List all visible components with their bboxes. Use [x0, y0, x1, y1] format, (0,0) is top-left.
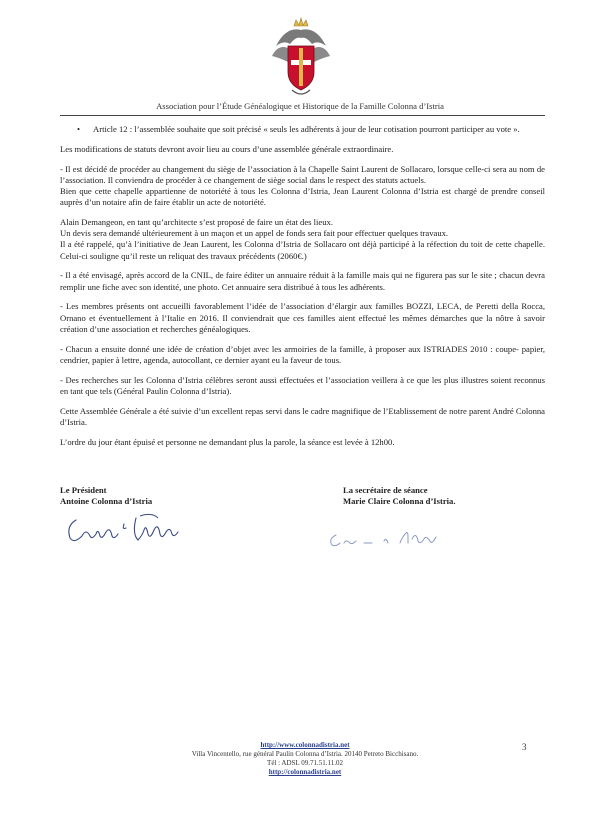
footer-website-link-2[interactable]: http://colonnadistria.net — [268, 768, 342, 776]
footer-phone: Tél : ADSL 09.71.51.11.02 — [267, 759, 343, 767]
paragraph-siege-1: - Il est décidé de procéder au changement du siège de l’association à la Chapelle Saint Laurent de Sollacaro, lorsque celle-ci sera au nom de l’association. Il conviendra de procéder à ce changement de siège social dans le respect des statuts actuels. — [60, 163, 545, 185]
paragraph-travaux-1: Alain Demangeon, en tant qu’architecte s’est proposé de faire un état des lieux. — [60, 217, 333, 227]
bullet-marker: • — [77, 124, 81, 134]
footer — [140, 741, 470, 777]
secretary-name: Marie Claire Colonna d’Istria. — [343, 496, 456, 506]
footer-website-link[interactable]: http://www.colonnadistria.net — [260, 741, 350, 749]
paragraph-travaux-2: Un devis sera demandé ultérieurement à un maçon et un appel de fonds sera fait pour effectuer quelques travaux. — [60, 228, 449, 239]
president-name: Antoine Colonna d’Istria — [60, 496, 153, 506]
paragraph-recherches: - Des recherches sur les Colonna d’Istria célèbres seront aussi effectuées et l’association veillera à ce que les plus illustres soient reconnus en tant que tels (Général Paulin Colonna d’Istria). — [60, 374, 545, 396]
paragraph-siege-2: Bien que cette chapelle appartienne de notoriété à tous les Colonna d’Istria, Jean Laurent Colonna d’Istria est chargé de prendre conseil auprès d’un notaire afin de faire établir un acte de notoriété. — [60, 186, 545, 208]
president-title: Le Président — [60, 485, 107, 495]
secretary-title: La secrétaire de séance — [343, 485, 428, 495]
secretary-handwritten-signature — [326, 527, 446, 551]
header-divider — [60, 115, 545, 116]
paragraph-cnil: - Il a été envisagé, après accord de la CNIL, de faire éditer un annuaire réduit à la famille mais qui ne figurera pas sur le site ; chacun devra remplir une fiche avec son identité, une photo. Cet annuaire sera distribué à tous les adhérents. — [60, 270, 545, 292]
page-number: 3 — [522, 742, 527, 752]
paragraph-statuts: Les modifications de statuts devront avoir lieu au cours d’une assemblée générale extraordinaire. — [60, 143, 394, 154]
paragraph-objets: - Chacun a ensuite donné une idée de création d’objet avec les armoiries de la famille, à proposer aux ISTRIADES 2010 : coupe- papier, cendrier, papier à lettre, agenda, autocollant, ce dernier ayant eu la faveur de tous. — [60, 343, 545, 365]
president-handwritten-signature — [62, 510, 192, 550]
bullet-article-12-text: Article 12 : l’assemblée souhaite que soit précisé « seuls les adhérents à jour de leur cotisation pourront participer au vote ». — [93, 124, 520, 134]
bullet-article-12 — [60, 124, 545, 135]
paragraph-travaux-3: Il a été rappelé, qu’à l’initiative de Jean Laurent, les Colonna d’Istria de Sollacaro ont déjà participé à la réfection du toit de cette chapelle. Celui-ci souligne qu’il reste un reliquat des travaux précédents (2060€.) — [60, 239, 545, 261]
coat-of-arms-logo — [268, 16, 334, 100]
president-signature-block — [60, 485, 152, 507]
paragraph-familles: - Les membres présents ont accueilli favorablement l’idée de l’association d’élargir aux familles BOZZI, LECA, de Peretti della Rocca, Ornano et éventuellement à l’Italie en 2016. Il conviendrait que ces familles aient effectué les mêmes démarches que la nôtre à savoir création d’une association et recherches généalogiques. — [60, 301, 545, 334]
footer-address: Villa Vincentello, rue général Paulin Colonna d’Istria. 20140 Petreto Bicchisano. — [191, 750, 419, 758]
association-header: Association pour l’Étude Généalogique et Historique de la Famille Colonna d’Istria — [156, 101, 444, 111]
paragraph-repas: Cette Assemblée Générale a été suivie d’un excellent repas servi dans le cadre magnifique de l’Etablissement de notre parent André Colonna d’Istria. — [60, 405, 545, 427]
document-body — [60, 124, 545, 456]
secretary-signature-block — [343, 485, 456, 507]
paragraph-cloture: L’ordre du jour étant épuisé et personne ne demandant plus la parole, la séance est levée à 12h00. — [60, 436, 395, 447]
